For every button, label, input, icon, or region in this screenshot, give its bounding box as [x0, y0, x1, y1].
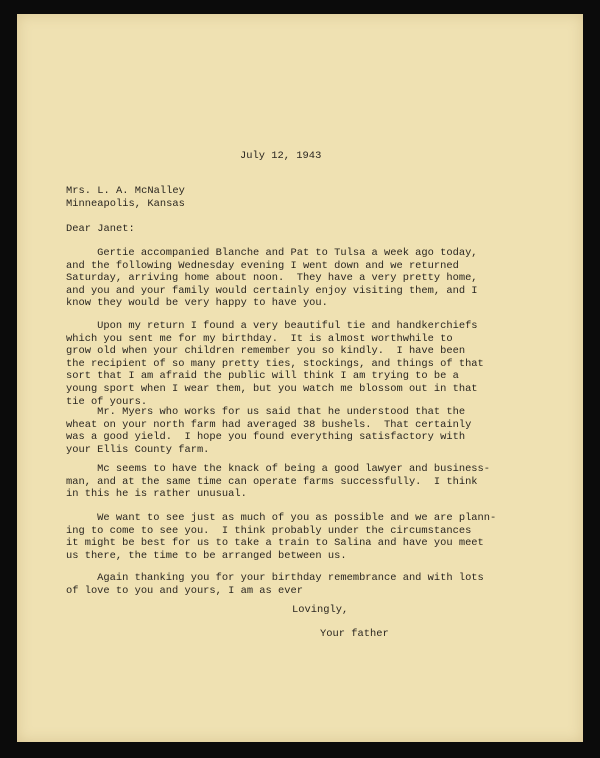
paragraph-line: was a good yield. I hope you found everything satisfactory with	[66, 431, 466, 444]
paragraph-line: it might be best for us to take a train to Salina and have you meet	[66, 537, 484, 550]
salutation: Dear Janet:	[66, 223, 135, 235]
paragraph-line: Again thanking you for your birthday remembrance and with lots	[66, 572, 484, 584]
paragraph-line: ing to come to see you. I think probably under the circumstances	[66, 524, 472, 537]
paragraph-line: us there, the time to be arranged between us.	[66, 549, 347, 562]
recipient-city: Minneapolis, Kansas	[66, 198, 185, 210]
paragraph-line: know they would be very happy to have you.	[66, 297, 328, 310]
paragraph-line: wheat on your north farm had averaged 38 bushels. That certainly	[66, 418, 472, 431]
paragraph-line: Gertie accompanied Blanche and Pat to Tulsa a week ago today,	[66, 247, 478, 259]
paragraph-line: in this he is rather unusual.	[66, 488, 247, 501]
paragraph-lawyer	[66, 463, 586, 501]
paragraph-line: We want to see just as much of you as possible and we are plann-	[66, 512, 497, 524]
letter-date: July 12, 1943	[240, 150, 322, 162]
paragraph-line: Mc seems to have the knack of being a good lawyer and business-	[66, 463, 491, 475]
paragraph-line: and the following Wednesday evening I went down and we returned	[66, 259, 459, 272]
signature: Your father	[320, 628, 389, 640]
paragraph-line: Saturday, arriving home about noon. They have a very pretty home,	[66, 272, 478, 285]
paragraph-line: which you sent me for my birthday. It is almost worthwhile to	[66, 332, 453, 345]
paragraph-line: and you and your family would certainly enjoy visiting them, and I	[66, 284, 478, 297]
paragraph-birthday-gift	[66, 320, 586, 408]
paragraph-line: man, and at the same time can operate farms successfully. I think	[66, 475, 478, 488]
paragraph-line: sort that I am afraid the public will think I am trying to be a	[66, 370, 459, 383]
paragraph-line: your Ellis County farm.	[66, 443, 210, 456]
paragraph-line: of love to you and yours, I am as ever	[66, 584, 303, 597]
paragraph-visit-plans	[66, 512, 586, 562]
paragraph-tulsa-trip	[66, 247, 586, 310]
closing: Lovingly,	[292, 604, 349, 616]
paragraph-line: the recipient of so many pretty ties, stockings, and things of that	[66, 357, 484, 370]
paragraph-line: young sport when I wear them, but you watch me blossom out in that	[66, 382, 478, 395]
paragraph-line: grow old when your children remember you so kindly. I have been	[66, 345, 466, 358]
recipient-name: Mrs. L. A. McNalley	[66, 185, 185, 197]
paragraph-line: tie of yours.	[66, 395, 148, 408]
paragraph-line: Mr. Myers who works for us said that he understood that the	[66, 406, 466, 418]
paragraph-line: Upon my return I found a very beautiful tie and handkerchiefs	[66, 320, 478, 332]
paragraph-wheat-yield	[66, 406, 586, 456]
paragraph-thanks	[66, 572, 586, 597]
